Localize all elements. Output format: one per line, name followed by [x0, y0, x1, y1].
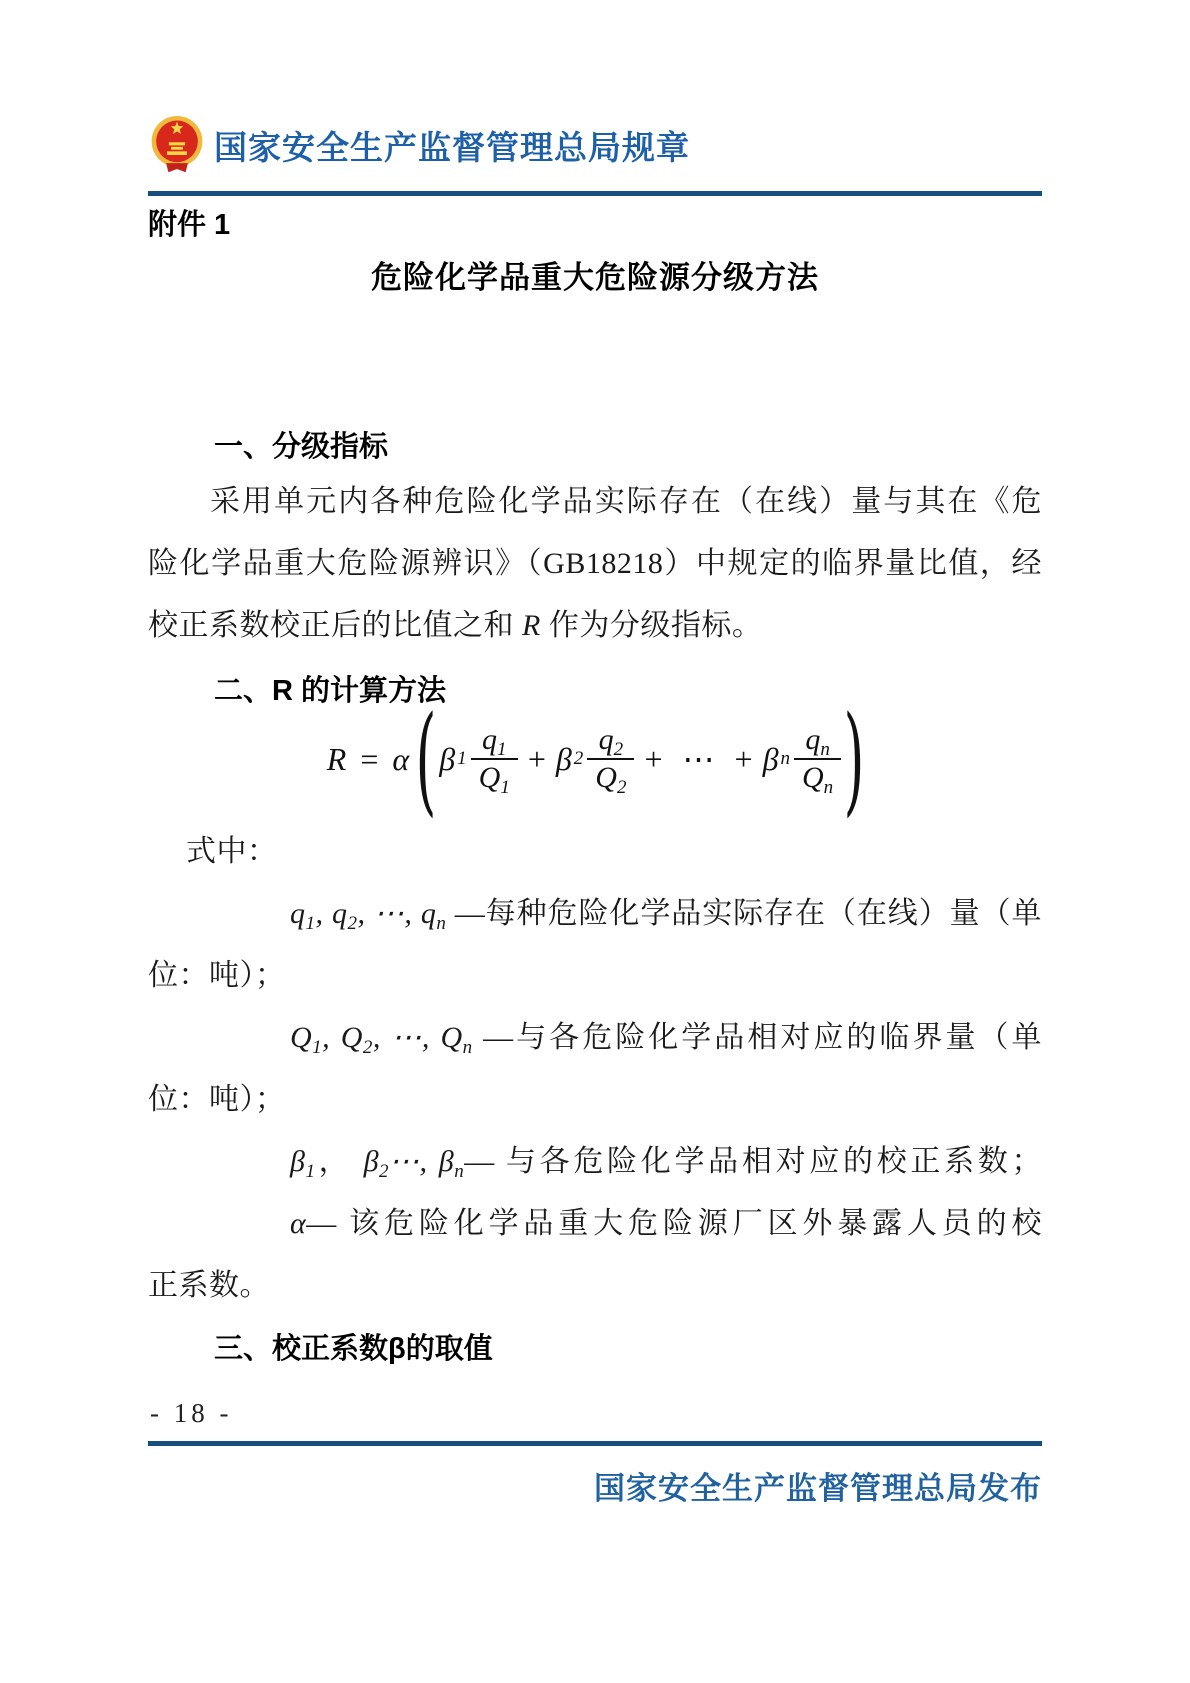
- formula-alpha: α: [392, 740, 410, 777]
- paragraph-line-2: 险化学品重大危险源辨识》（GB18218）中规定的临界量比值，经: [148, 547, 1042, 580]
- national-emblem-icon: [148, 114, 206, 176]
- where-label: 式中：: [186, 835, 278, 868]
- formula-lhs: R: [326, 740, 347, 777]
- section-3-heading: 三、校正系数β的取值: [214, 1333, 493, 1365]
- definition-alpha-line-2: 正系数。: [148, 1269, 270, 1302]
- definition-q-line-2: 位：吨）；: [148, 959, 286, 992]
- definition-alpha-line-1: α— 该危险化学品重大危险源厂区外暴露人员的校: [290, 1207, 1043, 1240]
- attachment-label: 附件 1: [148, 209, 231, 241]
- ellipsis: ⋯: [682, 741, 715, 777]
- plus-2: +: [644, 740, 663, 777]
- footer-publisher: 国家安全生产监督管理总局发布: [594, 1471, 1042, 1506]
- paragraph-line-1: 采用单元内各种危险化学品实际存在（在线）量与其在《危: [210, 485, 1042, 518]
- page-header: [148, 114, 690, 176]
- definition-Q-line-1: $Q_1$, $Q_2$, ⋯, $Q_n$ —与各危险化学品相对应的临界量（单: [290, 1021, 1043, 1058]
- section-2-heading: 二、R 的计算方法: [214, 675, 447, 707]
- fraction-n-denominator: $Q_n$: [794, 758, 841, 796]
- beta-2: β: [555, 740, 572, 777]
- open-paren: (: [415, 690, 437, 828]
- fraction-2: [587, 722, 634, 796]
- definition-beta-line: $\beta_1$， $\beta_2\cdots$, $\beta_n—$ 与各危险化学品相对应的校正系数；: [290, 1145, 1043, 1182]
- document-title: 危险化学品重大危险源分级方法: [371, 260, 819, 295]
- formula-term-1: β 1 $\frac{q_1}{Q_1}$: [439, 722, 518, 796]
- formula-term-2: β 2 $\frac{q_2}{Q_2}$: [556, 722, 635, 796]
- page-number: - 18 -: [150, 1398, 233, 1428]
- footer-divider: [148, 1441, 1042, 1446]
- plus-3: +: [734, 740, 753, 777]
- definition-q-line-1: $q_1$, $q_2$, ⋯, $q_n$ —每种危险化学品实际存在（在线）量（单: [290, 897, 1043, 934]
- fraction-1-numerator: $q_1$: [481, 723, 507, 760]
- paragraph-line-3: [148, 606, 1042, 646]
- beta-n: β: [762, 740, 779, 777]
- definition-Q-line-2: 位：吨）；: [148, 1083, 286, 1116]
- formula-equals: =: [360, 740, 379, 777]
- header-divider: [148, 191, 1042, 196]
- paragraph-line-3-post: 作为分级指标。: [540, 609, 763, 642]
- fraction-n-numerator: $q_n$: [805, 723, 830, 760]
- fraction-1: [471, 722, 518, 796]
- section-1-heading: 一、分级指标: [214, 431, 389, 463]
- fraction-2-numerator: $q_2$: [598, 723, 624, 760]
- paragraph-line-3-pre: 校正系数校正后的比值之和: [148, 609, 522, 642]
- plus-1: +: [527, 740, 546, 777]
- header-agency-title: 国家安全生产监督管理总局规章: [214, 130, 690, 167]
- fraction-n: [794, 722, 841, 796]
- fraction-2-denominator: $Q_2$: [587, 758, 634, 796]
- beta-1: β: [439, 740, 456, 777]
- fraction-1-denominator: $Q_1$: [471, 758, 518, 796]
- variable-R: R: [522, 609, 541, 642]
- formula-term-n: β n $\frac{q_n}{Q_n}$: [763, 722, 842, 796]
- close-paren: ): [843, 690, 865, 828]
